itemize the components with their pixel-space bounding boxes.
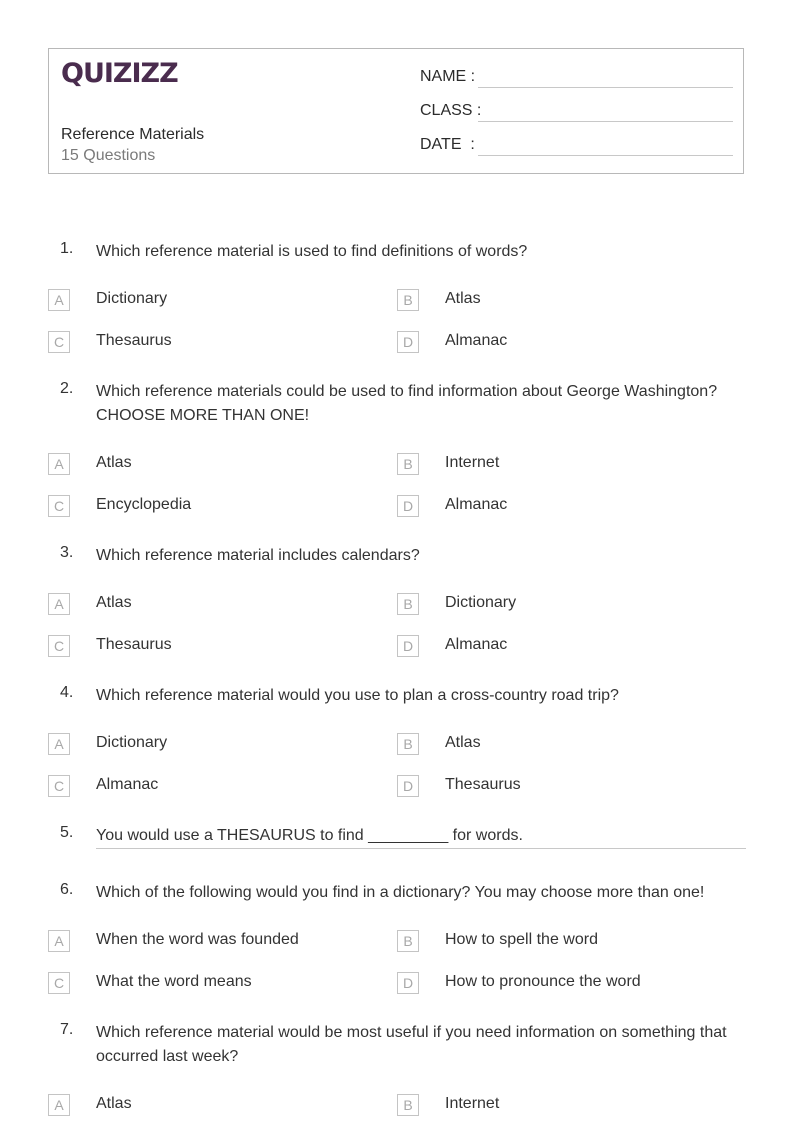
question-number: 3.: [60, 544, 74, 561]
option-text: Almanac: [96, 776, 159, 793]
option-letter-box[interactable]: B: [397, 593, 419, 615]
name-label: NAME :: [420, 68, 476, 85]
question-text: Which reference material would be most useful if you need information on something that occurred last week?: [96, 1024, 727, 1065]
option-letter-box[interactable]: A: [48, 453, 70, 475]
question-number: 4.: [60, 684, 74, 701]
date-field[interactable]: [420, 136, 733, 160]
option-letter-box[interactable]: C: [48, 495, 70, 517]
option-text: Thesaurus: [445, 776, 521, 793]
option-text: Internet: [445, 1095, 500, 1112]
option-letter-box[interactable]: A: [48, 733, 70, 755]
worksheet-header: [48, 48, 744, 174]
option-letter-box[interactable]: A: [48, 593, 70, 615]
option-text: What the word means: [96, 973, 252, 990]
option-text: How to spell the word: [445, 931, 598, 948]
option-letter-box[interactable]: B: [397, 289, 419, 311]
class-label: CLASS :: [420, 102, 482, 119]
option-text: Atlas: [96, 594, 132, 611]
option-letter-box[interactable]: D: [397, 331, 419, 353]
option-letter-box[interactable]: C: [48, 331, 70, 353]
option-text: Dictionary: [445, 594, 517, 611]
question-text: Which reference material would you use to plan a cross-country road trip?: [96, 687, 619, 704]
option-letter-box[interactable]: B: [397, 453, 419, 475]
quizizz-logo: QUIZIZZ: [61, 58, 178, 89]
name-line[interactable]: [478, 87, 733, 88]
option-text: Atlas: [445, 734, 481, 751]
question-number: 1.: [60, 240, 74, 257]
question-number: 7.: [60, 1021, 74, 1038]
option-letter-box[interactable]: A: [48, 289, 70, 311]
date-label: DATE :: [420, 136, 475, 153]
option-text: Dictionary: [96, 734, 168, 751]
option-text: Atlas: [96, 1095, 132, 1112]
option-letter-box[interactable]: D: [397, 972, 419, 994]
option-letter-box[interactable]: A: [48, 1094, 70, 1116]
answer-line[interactable]: [96, 848, 746, 849]
option-letter-box[interactable]: C: [48, 775, 70, 797]
option-text: Thesaurus: [96, 636, 172, 653]
question-number: 2.: [60, 380, 74, 397]
option-text: When the word was founded: [96, 931, 299, 948]
question-text: You would use a THESAURUS to find _________ for words.: [96, 827, 523, 844]
option-letter-box[interactable]: C: [48, 972, 70, 994]
option-text: How to pronounce the word: [445, 973, 641, 990]
date-line[interactable]: [478, 155, 733, 156]
option-letter-box[interactable]: B: [397, 733, 419, 755]
option-letter-box[interactable]: D: [397, 635, 419, 657]
option-letter-box[interactable]: B: [397, 930, 419, 952]
option-text: Internet: [445, 454, 500, 471]
option-letter-box[interactable]: A: [48, 930, 70, 952]
option-text: Atlas: [96, 454, 132, 471]
option-letter-box[interactable]: C: [48, 635, 70, 657]
option-text: Almanac: [445, 636, 508, 653]
option-letter-box[interactable]: D: [397, 495, 419, 517]
option-text: Atlas: [445, 290, 481, 307]
worksheet-title: Reference Materials: [61, 126, 205, 143]
question-text: Which reference material is used to find definitions of words?: [96, 243, 528, 260]
question-text: Which reference materials could be used to find information about George Washington? CHOOSE MORE THAN ONE!: [96, 383, 718, 424]
class-line[interactable]: [478, 121, 733, 122]
class-field[interactable]: [420, 102, 733, 126]
question-text: Which of the following would you find in a dictionary? You may choose more than one!: [96, 884, 705, 901]
option-text: Almanac: [445, 496, 508, 513]
question-number: 5.: [60, 824, 74, 841]
option-text: Dictionary: [96, 290, 168, 307]
question-count: 15 Questions: [61, 147, 156, 164]
question-number: 6.: [60, 881, 74, 898]
option-letter-box[interactable]: B: [397, 1094, 419, 1116]
name-field[interactable]: [420, 68, 733, 92]
option-text: Encyclopedia: [96, 496, 192, 513]
option-text: Thesaurus: [96, 332, 172, 349]
option-text: Almanac: [445, 332, 508, 349]
option-letter-box[interactable]: D: [397, 775, 419, 797]
question-text: Which reference material includes calendars?: [96, 547, 420, 564]
